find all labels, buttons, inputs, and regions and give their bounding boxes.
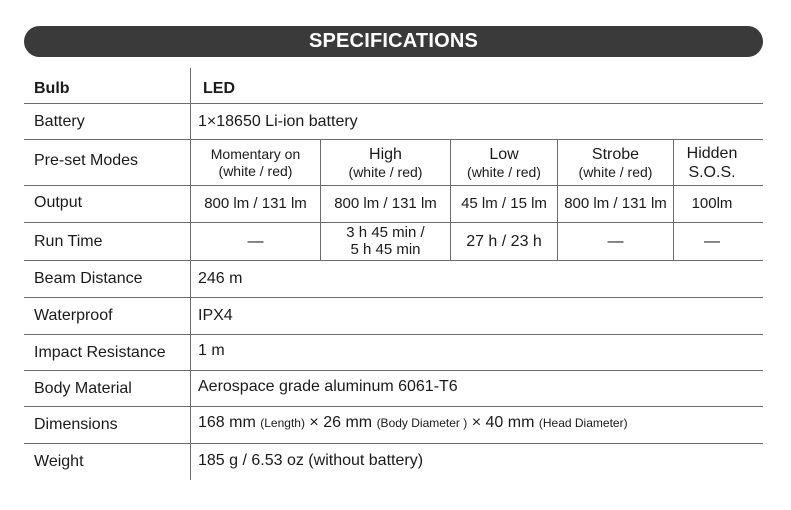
runtime-value [321,223,450,260]
impact-value: 1 m [198,342,225,359]
body-diameter-note: (Body Diameter ) [376,416,468,430]
mode-subtitle: (white / red) [467,164,541,181]
column-divider [190,68,191,480]
output-text: 800 lm / 131 lm [334,195,437,212]
runtime-text: 27 h / 23 h [466,232,542,250]
mode-subtitle: (white / red) [578,164,653,181]
length-note: (Length) [260,416,305,430]
weight-value: 185 g / 6.53 oz (without battery) [198,452,424,469]
runtime-line: 5 h 45 min [350,240,421,258]
row-divider [24,370,763,371]
output-value [674,186,750,222]
body-diameter-value: 26 mm [323,414,373,431]
waterproof-value: IPX4 [198,307,233,324]
row-divider [24,139,763,140]
battery-value: 1×18650 Li-ion battery [198,113,358,130]
mode-header [674,142,750,184]
dimensions-label: Dimensions [34,416,118,433]
mode-name: High [369,146,402,163]
modes-label: Pre-set Modes [34,152,139,169]
row-divider [24,260,763,261]
battery-label: Battery [34,113,85,130]
head-diameter-note: (Head Diameter) [538,416,628,430]
output-value [451,186,557,222]
mode-name: Hidden [686,144,738,162]
runtime-value [191,223,320,260]
output-text: 100lm [691,195,733,212]
weight-label: Weight [34,453,84,470]
runtime-value [558,223,673,260]
impact-label: Impact Resistance [34,344,166,361]
bulb-label: Bulb [34,80,70,97]
runtime-value [674,223,750,260]
runtime-line: 3 h 45 min / [346,224,425,241]
times-sign: × [309,414,319,431]
mode-name: Low [489,146,519,163]
bulb-value: LED [203,80,235,97]
head-diameter-value: 40 mm [485,414,535,431]
mode-subtitle: S.O.S. [688,164,736,181]
page-title: SPECIFICATIONS [308,30,479,52]
runtime-text: — [607,232,624,250]
row-divider [24,297,763,298]
times-sign: × [471,414,482,431]
row-divider [24,103,763,104]
mode-name: Momentary on [210,146,301,163]
row-divider [24,334,763,335]
output-text: 45 lm / 15 lm [461,195,547,212]
beam-distance-label: Beam Distance [34,270,143,287]
specifications-banner [24,26,763,57]
runtime-text: — [247,232,264,250]
mode-subtitle: (white / red) [348,164,423,181]
mode-header [191,142,320,184]
material-label: Body Material [34,380,132,397]
mode-header [451,142,557,184]
row-divider [24,443,763,444]
runtime-value [451,223,557,260]
mode-header [321,142,450,184]
output-text: 800 lm / 131 lm [564,195,667,212]
runtime-label: Run Time [34,233,103,250]
runtime-text: — [704,232,720,250]
mode-header [558,142,673,184]
mode-subtitle: (white / red) [218,163,293,179]
row-divider [24,406,763,407]
material-value: Aerospace grade aluminum 6061-T6 [198,378,458,395]
output-value [191,186,320,222]
waterproof-label: Waterproof [34,307,113,324]
length-value: 168 mm [198,414,256,431]
output-value [558,186,673,222]
dimensions-value [198,412,628,434]
mode-name: Strobe [591,146,640,163]
beam-distance-value: 246 m [198,270,243,287]
output-label: Output [34,194,83,211]
output-text: 800 lm / 131 lm [204,195,307,212]
output-value [321,186,450,222]
